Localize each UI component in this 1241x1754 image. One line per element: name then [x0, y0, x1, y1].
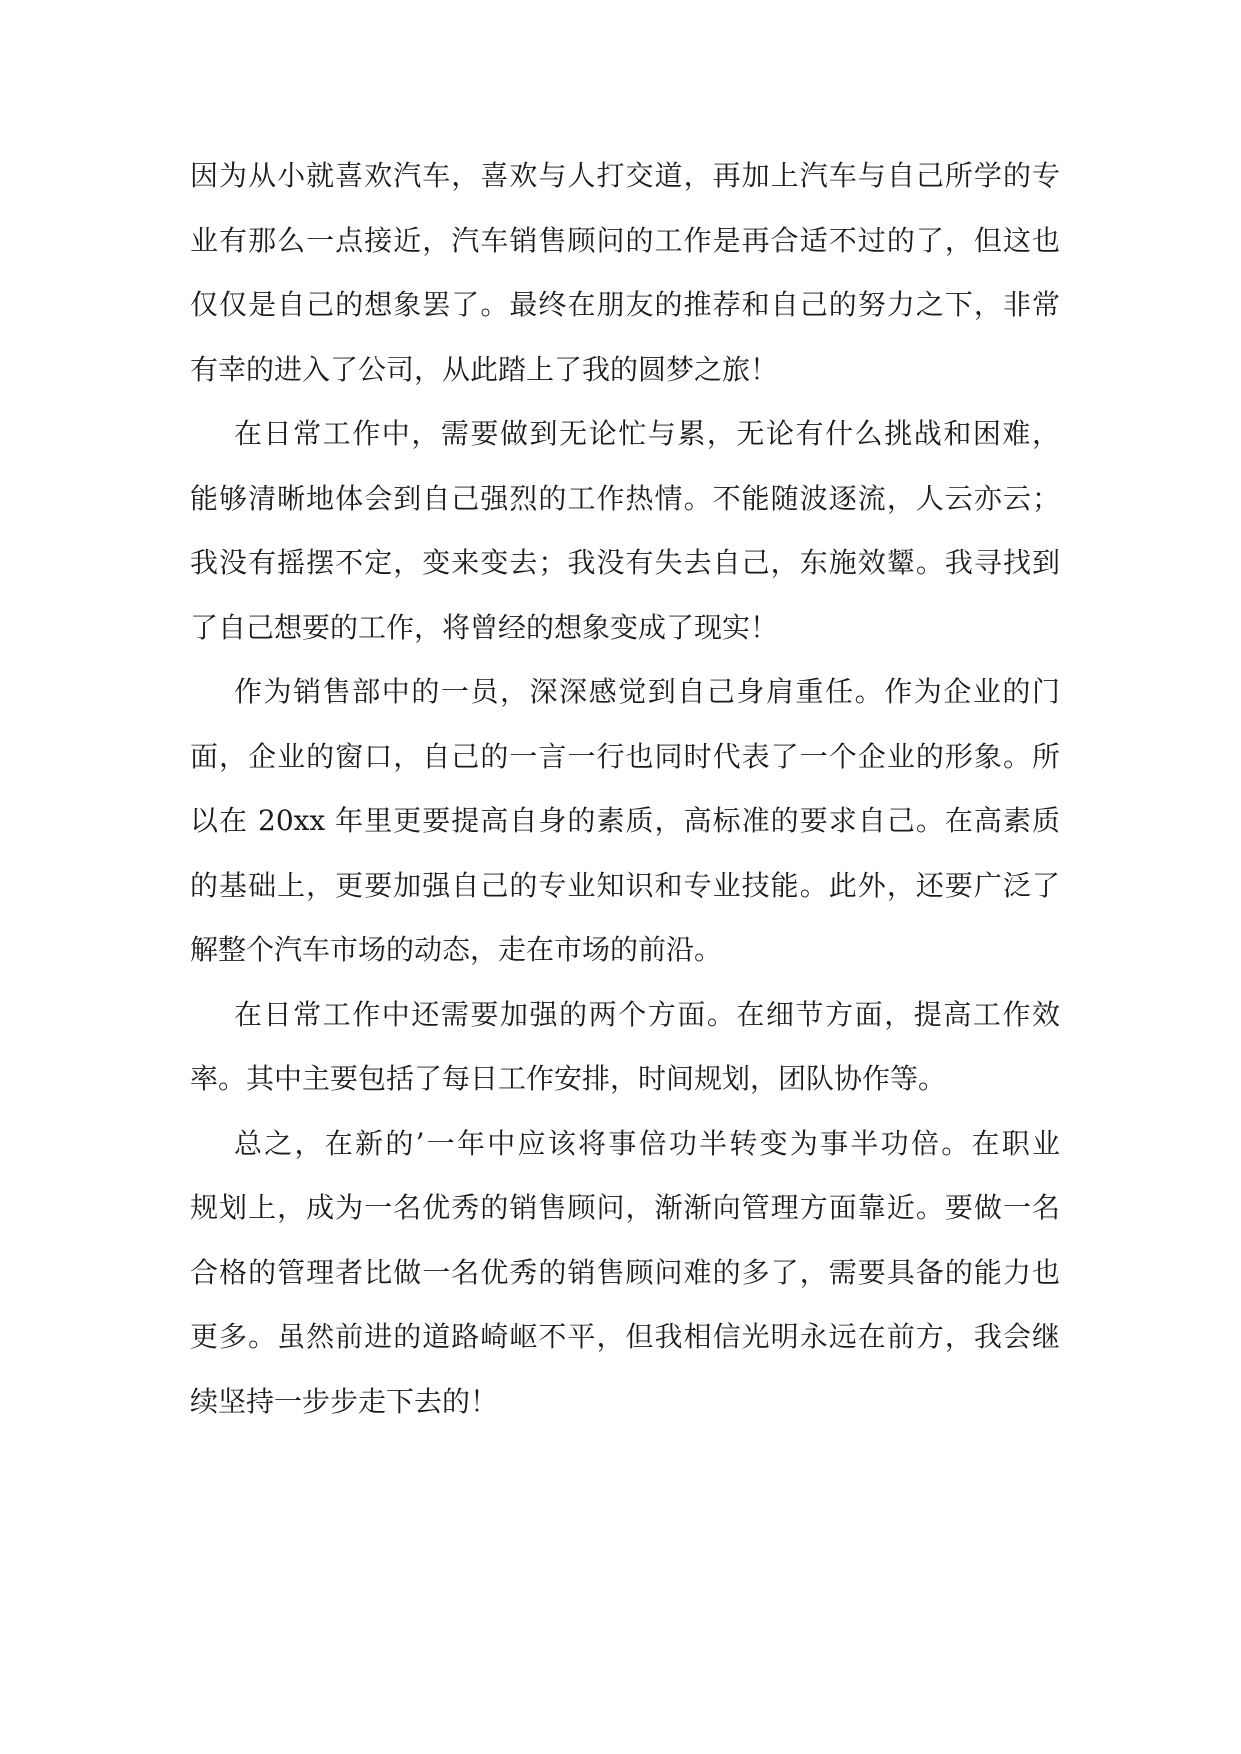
text-line: 在日常工作中还需要加强的两个方面。在细节方面，提高工作效 — [234, 997, 1060, 1031]
text-line: 续坚持一步步走下去的！ — [190, 1384, 499, 1418]
text-line: 在日常工作中，需要做到无论忙与累，无论有什么挑战和困难， — [234, 417, 1060, 450]
text-line: 合格的管理者比做一名优秀的销售顾问难的多了，需要具备的能力也 — [190, 1255, 1060, 1289]
text-line: 业有那么一点接近，汽车销售顾问的工作是再合适不过的了，但这也 — [190, 223, 1060, 257]
text-line: 更多。虽然前进的道路崎岖不平，但我相信光明永远在前方，我会继 — [190, 1320, 1060, 1353]
text-line: 以在 20xx 年里更要提高自身的素质，高标准的要求自己。在高素质 — [190, 804, 1060, 837]
document-body — [190, 156, 1060, 1446]
text-line: 率。其中主要包括了每日工作安排，时间规划，团队协作等。 — [190, 1062, 947, 1095]
text-line: 了自己想要的工作，将曾经的想象变成了现实！ — [190, 610, 779, 644]
text-line: 我没有摇摆不定，变来变去；我没有失去自己，东施效颦。我寻找到 — [190, 546, 1060, 579]
text-line: 解整个汽车市场的动态，走在市场的前沿。 — [190, 933, 723, 966]
text-line: 因为从小就喜欢汽车，喜欢与人打交道，再加上汽车与自己所学的专 — [190, 159, 1060, 192]
text-line: 的基础上，更要加强自己的专业知识和专业技能。此外，还要广泛了 — [190, 868, 1060, 902]
text-line: 规划上，成为一名优秀的销售顾问，渐渐向管理方面靠近。要做一名 — [190, 1191, 1060, 1224]
text-line: 有幸的进入了公司，从此踏上了我的圆梦之旅！ — [190, 352, 779, 386]
text-line: 总之，在新的’一年中应该将事倍功半转变为事半功倍。在职业 — [234, 1126, 1060, 1160]
text-line: 能够清晰地体会到自己强烈的工作热情。不能随波逐流，人云亦云； — [190, 481, 1060, 515]
text-line: 作为销售部中的一员，深深感觉到自己身肩重任。作为企业的门 — [234, 675, 1060, 708]
text-line: 面，企业的窗口，自己的一言一行也同时代表了一个企业的形象。所 — [190, 739, 1060, 773]
text-line: 仅仅是自己的想象罢了。最终在朋友的推荐和自己的努力之下，非常 — [190, 288, 1060, 321]
